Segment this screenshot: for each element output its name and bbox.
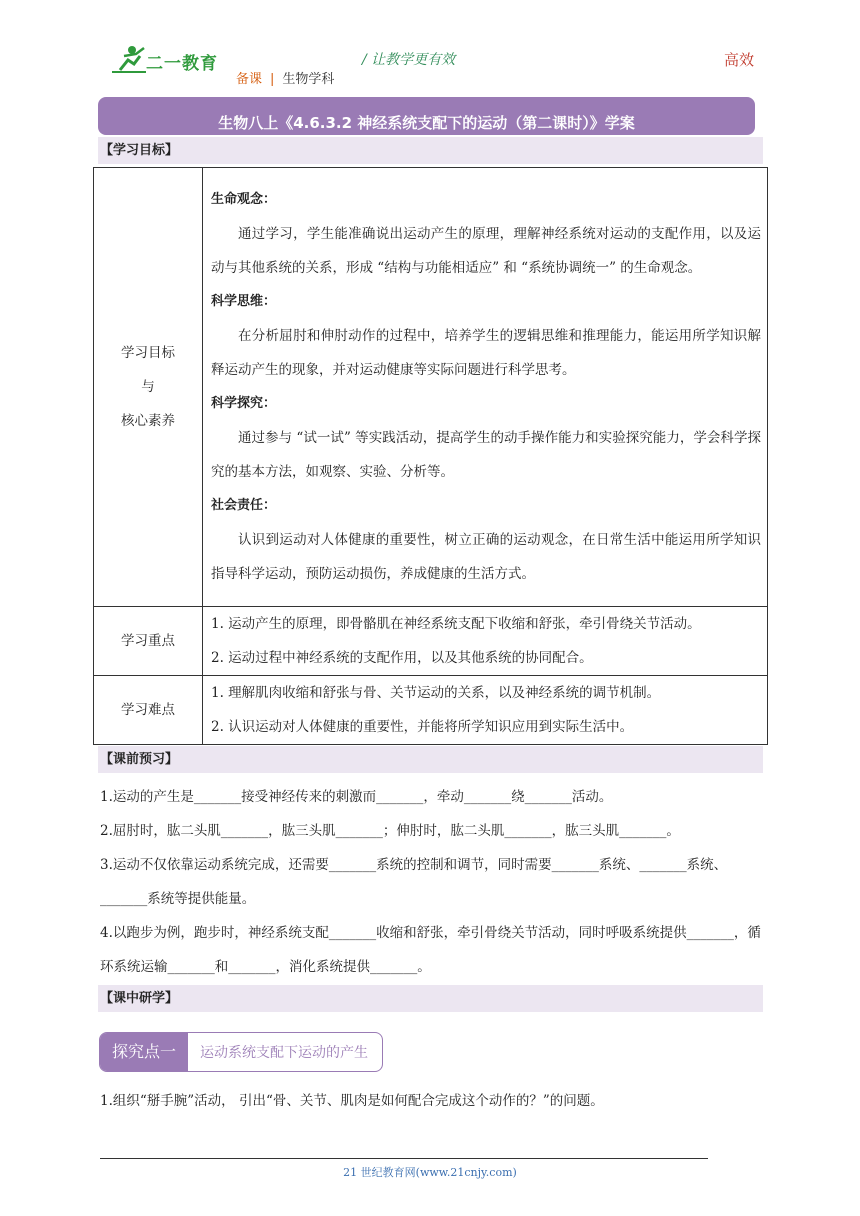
goals-label-line: 核心素养 bbox=[121, 413, 175, 429]
section-preview: 【课前预习】 bbox=[98, 746, 763, 773]
difficulty-label: 学习难点 bbox=[94, 676, 203, 745]
block-heading: 科学思维： bbox=[211, 294, 277, 309]
explore-title: 运动系统支配下运动的产生 bbox=[200, 1045, 369, 1061]
goals-label-line: 与 bbox=[141, 379, 155, 395]
block-heading: 社会责任： bbox=[211, 498, 277, 513]
section-study: 【课中研学】 bbox=[98, 985, 763, 1012]
logo-text: 二一教育 bbox=[146, 54, 218, 74]
study-question-1: 1.组织“掰手腕”活动， 引出“骨、关节、肌肉是如何配合完成这个动作的？”的问题。 bbox=[100, 1093, 604, 1109]
list-item: 1. 理解肌肉收缩和舒张与骨、关节运动的关系，以及神经系统的调节机制。 bbox=[211, 685, 661, 701]
section-goals: 【学习目标】 bbox=[98, 137, 763, 164]
subject-label: 生物学科 bbox=[282, 72, 335, 87]
efficiency-label: 高效 bbox=[724, 51, 755, 69]
footer-text: 21 世纪教育网(www.21cnjy.com) bbox=[343, 1166, 517, 1179]
footer-divider bbox=[100, 1158, 708, 1159]
block-text: 通过学习，学生能准确说出运动产生的原理，理解神经系统对运动的支配作用，以及运动与其他系统的关系，形成 “结构与功能相适应” 和 “系统协调统一” 的生命观念。 bbox=[211, 226, 761, 276]
goals-label-cell bbox=[94, 168, 203, 607]
block-text: 通过参与 “试一试” 等实践活动，提高学生的动手操作能力和实验探究能力，学会科学探究的基本方法，如观察、实验、分析等。 bbox=[211, 430, 761, 480]
document-title-text: 生物八上《4.6.3.2 神经系统支配下的运动（第二课时）》学案 bbox=[218, 114, 635, 132]
preview-question-2: 2.屈肘时，肱二头肌_______，肱三头肌_______；伸肘时，肱二头肌_______，肱三头肌_______。 bbox=[100, 823, 680, 839]
block-heading: 生命观念： bbox=[211, 192, 277, 207]
preview-question-1: 1.运动的产生是_______接受神经传来的刺激而_______，牵动_______绕_______活动。 bbox=[100, 789, 613, 805]
difficulty-cell bbox=[203, 676, 768, 745]
block-heading: 科学探究： bbox=[211, 396, 277, 411]
goals-table bbox=[93, 167, 768, 745]
block-text: 认识到运动对人体健康的重要性，树立正确的运动观念，在日常生活中能运用所学知识指导科学运动，预防运动损伤，养成健康的生活方式。 bbox=[211, 532, 761, 582]
key-points-label: 学习重点 bbox=[94, 607, 203, 676]
explore-tag: 探究点一 bbox=[100, 1033, 188, 1071]
list-item: 2. 运动过程中神经系统的支配作用，以及其他系统的协同配合。 bbox=[211, 650, 593, 666]
key-points-cell bbox=[203, 607, 768, 676]
goals-label-line: 学习目标 bbox=[121, 345, 175, 361]
prep-subject-row: 备课 | 生物学科 bbox=[236, 72, 335, 87]
table-row bbox=[94, 168, 768, 607]
prep-label: 备课 bbox=[236, 72, 263, 87]
document-title bbox=[98, 97, 755, 135]
goals-content-cell bbox=[203, 168, 768, 607]
explore-point-header bbox=[99, 1032, 383, 1072]
slogan: / 让教学更有效 bbox=[362, 52, 456, 68]
list-item: 1. 运动产生的原理，即骨骼肌在神经系统支配下收缩和舒张，牵引骨绕关节活动。 bbox=[211, 616, 701, 632]
block-text: 在分析屈肘和伸肘动作的过程中，培养学生的逻辑思维和推理能力，能运用所学知识解释运动产生的现象，并对运动健康等实际问题进行科学思考。 bbox=[211, 328, 761, 378]
table-row bbox=[94, 676, 768, 745]
preview-question-4: 4.以跑步为例，跑步时，神经系统支配_______收缩和舒张，牵引骨绕关节活动，同时呼吸系统提供_______，循环系统运输_______和_______，消化系统提供_______。 bbox=[100, 925, 761, 975]
preview-question-3: 3.运动不仅依靠运动系统完成，还需要_______系统的控制和调节，同时需要_______系统、_______系统、_______系统等提供能量。 bbox=[100, 857, 728, 907]
list-item: 2. 认识运动对人体健康的重要性，并能将所学知识应用到实际生活中。 bbox=[211, 719, 634, 735]
table-row bbox=[94, 607, 768, 676]
